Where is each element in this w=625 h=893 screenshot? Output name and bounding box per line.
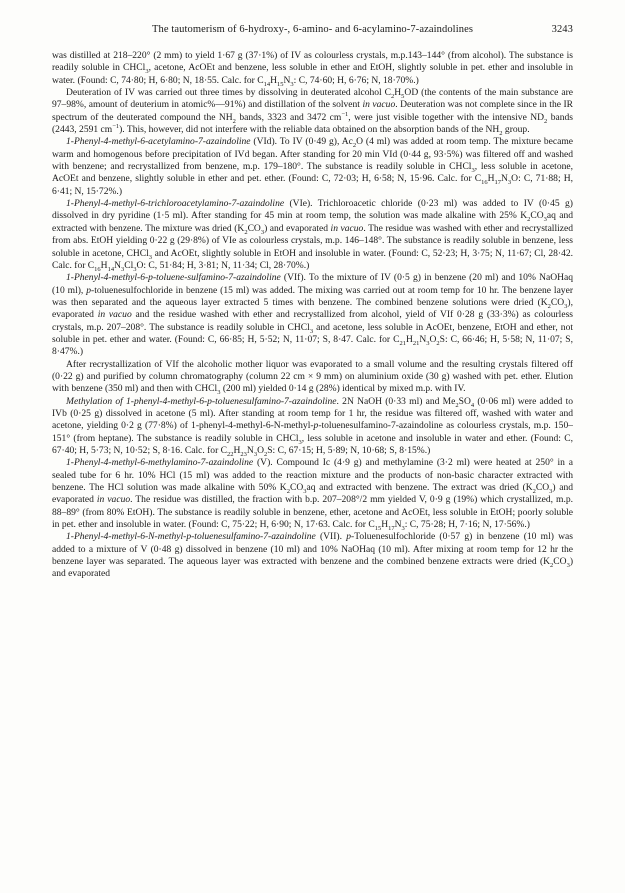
paragraph: Deuteration of IV was carried out three times by dissolving in deuterated alcohol $C_2H_5OD$ (the contents of the main substance are 97–98%, amount of deuterium in atomic%—91%) and distillation of the solvent in vacuo. Deuteration was not complete since in the IR spectrum of the deuterated compound the $NH_2$ bands, 3323 and 3472 $cm^{-1}$, were just visible together with the intensive $ND_2$ bands (2443, 2591 $cm^{-1}$). This, however, did not interfere with the reliable data obtained on the absorption bands of the $NH_2$ group. [52, 87, 573, 137]
page-number: 3243 [551, 24, 573, 35]
running-title: The tautomerism of 6-hydroxy-, 6-amino- and 6-acylamino-7-azaindolines [151, 24, 474, 35]
paragraph: 1-Phenyl-4-methyl-6-N-methyl-p-toluenesulfamino-7-azaindoline (VII). p-Toluenesulfochloride (0·57 g) in benzene (10 ml) was added to a mixture of V (0·48 g) dissolved in benzene (10 ml) and 10% NaOHaq (10 ml). After mixing at room temp for 12 hr the benzene layer was separated. The aqueous layer was extracted with benzene and the combined benzene extracts were dried $(K_2CO_3)$ and evaporated [52, 531, 573, 580]
body-text [52, 50, 573, 886]
paragraph: was distilled at 218–220° (2 mm) to yield 1·67 g (37·1%) of IV as colourless crystals, m.p.143–144° (from alcohol). The substance is readily soluble in CHCl$_3$, acetone, AcOEt and benzene, less soluble in ether and EtOH, slightly soluble in pet. ether and insoluble in water. (Found: C, 74·80; H, 6·80; N, 18·55. Calc. for $C_{14}H_{15}N_3$: C, 74·60; H, 6·76; N, 18·70%.) [52, 50, 573, 88]
paragraph: 1-Phenyl-4-methyl-6-methylamino-7-azaindoline (V). Compound Ic (4·9 g) and methylamine (3·2 ml) were heated at 250° in a sealed tube for 6 hr. 10% HCl (15 ml) was added to the reaction mixture and the products of non-basic character extracted with benzene. The HCl solution was made alkaline with 50% $K_2CO_3aq$ and extracted with benzene. The extract was dried $(K_2CO_3)$ and evaporated in vacuo. The residue was distilled, the fraction with b.p. 207–208°/2 mm yielded V, 0·9 g (19%) which crystallized, m.p. 88–89° (from 80% EtOH). The substance is readily soluble in benzene, ether, acetone and AcOEt, less soluble in EtOH; poorly soluble in pet. ether and insoluble in water. (Found: C, 75·22; H, 6·90; N, 17·63. Calc. for $C_{15}H_{17}N_3$: C, 75·28; H, 7·16; N, 17·56%.) [52, 457, 573, 532]
paragraph: 1-Phenyl-4-methyl-6-p-toluene-sulfamino-7-azaindoline (VIf). To the mixture of IV (0·5 g) in benzene (20 ml) and 10% NaOHaq (10 ml), p-toluenesulfochloride in benzene (15 ml) was added. The mixing was carried out at room temp for 10 hr. The benzene layer was then separated and the aqueous layer extracted 5 times with benzene. The combined benzene solutions were dried $(K_2CO_3)$, evaporated in vacuo and the residue washed with ether and recrystallized from alcohol, yield of VIf 0·28 g (33·3%) as colourless crystals, m.p. 207–208°. The substance is readily soluble in CHCl$_3$ and acetone, less soluble in AcOEt, benzene, EtOH and ether, not soluble in pet. ether and water. (Found: C, 66·85; H, 5·52; N, 11·07; S, 8·47. Calc. for $C_{21}H_{21}N_3O_2S$: C, 66·46; H, 5·58; N, 11·07; S, 8·47%.) [52, 272, 573, 358]
paragraph: 1-Phenyl-4-methyl-6-acetylamino-7-azaindoline (VId). To IV (0·49 g), $Ac_2O$ (4 ml) was added at room temp. The mixture became warm and homogenous before precipitation of IVd began. After standing for 20 min VId (0·44 g, 93·5%) was filtered off and washed with benzene; and recrystallized from benzene, m.p. 179–180°. The substance is readily soluble in CHCl$_3$, less soluble in acetone, AcOEt and benzene, slightly soluble in ether and pet. ether. (Found: C, 72·03; H, 6·58; N, 15·96. Calc. for $C_{16}H_{17}N_3O$: C, 71·88; H, 6·41; N, 15·72%.) [52, 136, 573, 197]
running-header [52, 24, 573, 40]
paragraph: Methylation of 1-phenyl-4-methyl-6-p-toluenesulfamino-7-azaindoline. 2N NaOH (0·33 ml) and $Me_2SO_4$ (0·06 ml) were added to IVb (0·25 g) dissolved in acetone (5 ml). After standing at room temp for 1 hr, the residue was filtered off, washed with water and acetone, yielding 0·2 g (77·8%) of 1-phenyl-4-methyl-6-N-methyl-p-toluenesulfamino-7-azaindoline as colourless crystals, m.p. 150–151° (from heptane). The substance is readily soluble in CHCl$_3$, less soluble in acetone and insoluble in water and ether. (Found: C, 67·40; H, 5·73; N, 10·52; S, 8·16. Calc. for $C_{22}H_{23}N_3O_2S$: C, 67·15; H, 5·89; N, 10·68; S, 8·15%.) [52, 395, 573, 458]
paragraph: 1-Phenyl-4-methyl-6-trichloroacetylamino-7-azaindoline (VIe). Trichloroacetic chloride (0·23 ml) was added to IV (0·45 g) dissolved in dry pyridine (1·5 ml). After standing for 45 min at room temp, the solution was made alkaline with 25% $K_2CO_3aq$ and extracted with benzene. The mixture was dried $(K_2CO_3)$ and evaporated in vacuo. The residue was washed with ether and recrystallized from abs. EtOH yielding 0·22 g (29·8%) of VIe as colourless crystals, m.p. 146–148°. The substance is readily soluble in benzene, less soluble in acetone, CHCl$_3$ and AcOEt, slightly soluble in EtOH and insoluble in water. (Found: C, 52·23; H, 3·75; N, 11·67; Cl, 28·42. Calc. for $C_{16}H_{14}N_3Cl_3O$: C, 51·84; H, 3·81; N, 11·34; Cl, 28·70%.) [52, 198, 573, 273]
paragraph: After recrystallization of VIf the alcoholic mother liquor was evaporated to a small volume and the resulting crystals filtered off (0·22 g) and purified by column chromatography (column 22 cm × 9 mm) on aluminium oxide (30 g) washed with pet. ether. Elution with benzene (350 ml) and then with CHCl$_3$ (200 ml) yielded 0·14 g (28%) identical by mixed m.p. with IV. [52, 358, 573, 397]
